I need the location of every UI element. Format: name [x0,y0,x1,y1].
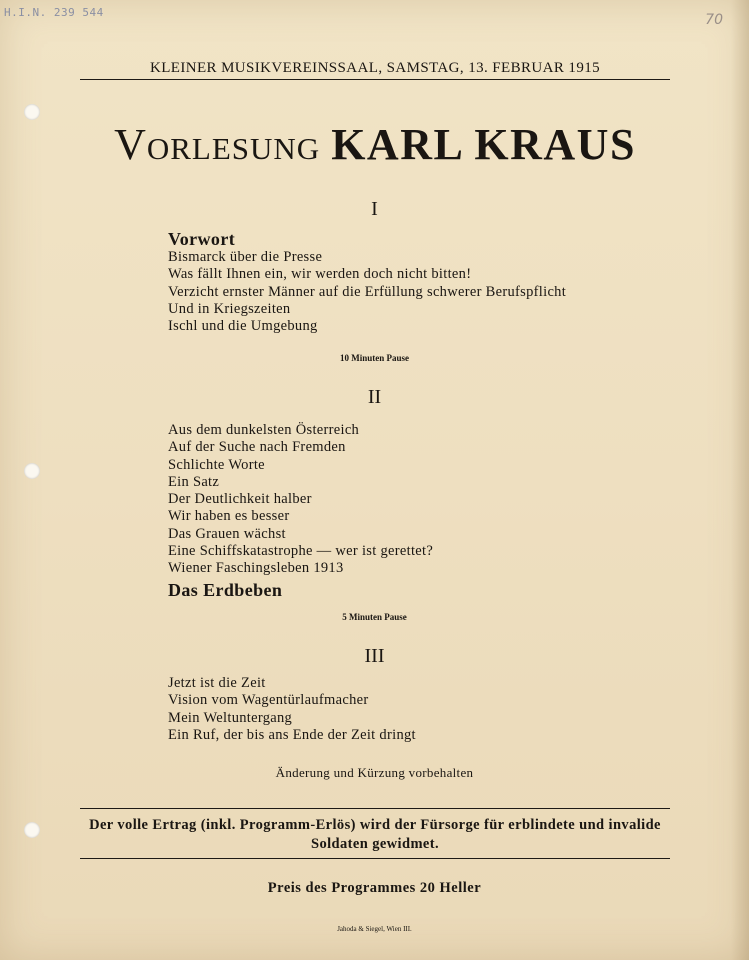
punch-hole-top [24,104,40,120]
changes-reserved-note: Änderung und Kürzung vorbehalten [275,765,474,780]
punch-hole-middle [24,463,40,479]
inventory-number: H.I.N. 239 544 [4,6,104,19]
list-item: Ischl und die Umgebung [168,318,318,335]
list-item: Mein Weltuntergang [168,709,293,726]
list-item: Jetzt ist die Zeit [168,675,266,691]
section-1-list [168,229,566,335]
page-title [60,118,690,172]
section-2-list [168,422,433,600]
venue-date-line: KLEINER MUSIKVEREINSSAAL, SAMSTAG, 13. FEBRUAR 1915 [149,60,601,76]
list-item: Und in Kriegszeiten [168,300,291,317]
program-price: Preis des Programmes 20 Heller [267,880,482,896]
list-item: Vision vom Wagentürlaufmacher [168,692,369,709]
list-item: Wir haben es besser [168,508,290,525]
paper-edge [731,0,749,960]
dedication-rule-bottom [80,858,670,859]
list-item: Der Deutlichkeit halber [168,491,312,508]
dedication-text: Der volle Ertrag (inkl. Programm-Erlös) wird der Fürsorge für erblindete und invalide Soldaten gewidmet. [89,817,661,852]
section-numeral-1: I [371,198,378,220]
pause-2: 5 Minuten Pause [342,612,407,622]
list-item: Wiener Faschingsleben 1913 [168,560,344,577]
list-item: Bismarck über die Presse [168,249,323,265]
list-item: Was fällt Ihnen ein, wir werden doch nicht bitten! [168,266,472,283]
page-mark: 70 [705,12,723,28]
section-2-closing: Das Erdbeben [168,579,283,600]
dedication-rule-top [80,808,670,809]
section-1-heading: Vorwort [168,229,236,249]
list-item: Verzicht ernster Männer auf die Erfüllung schwerer Berufspflicht [168,283,567,300]
punch-hole-bottom [24,822,40,838]
title-karl-kraus: KARL KRAUS [331,120,636,169]
title-vorlesung: Vorlesung [114,120,321,169]
list-item: Schlichte Worte [168,456,265,473]
list-item: Ein Satz [168,473,220,490]
section-numeral-3: III [364,645,385,667]
header-rule [80,79,670,80]
section-3-list [168,675,416,744]
pause-1: 10 Minuten Pause [339,353,409,363]
printer-imprint: Jahoda & Siegel, Wien III. [337,925,412,933]
list-item: Eine Schiffskatastrophe — wer ist gerettet? [168,543,434,560]
list-item: Ein Ruf, der bis ans Ende der Zeit dringt [168,726,416,743]
list-item: Das Grauen wächst [168,525,286,542]
list-item: Auf der Suche nach Fremden [168,439,346,456]
list-item: Aus dem dunkelsten Österreich [168,422,360,438]
section-numeral-2: II [367,386,382,408]
